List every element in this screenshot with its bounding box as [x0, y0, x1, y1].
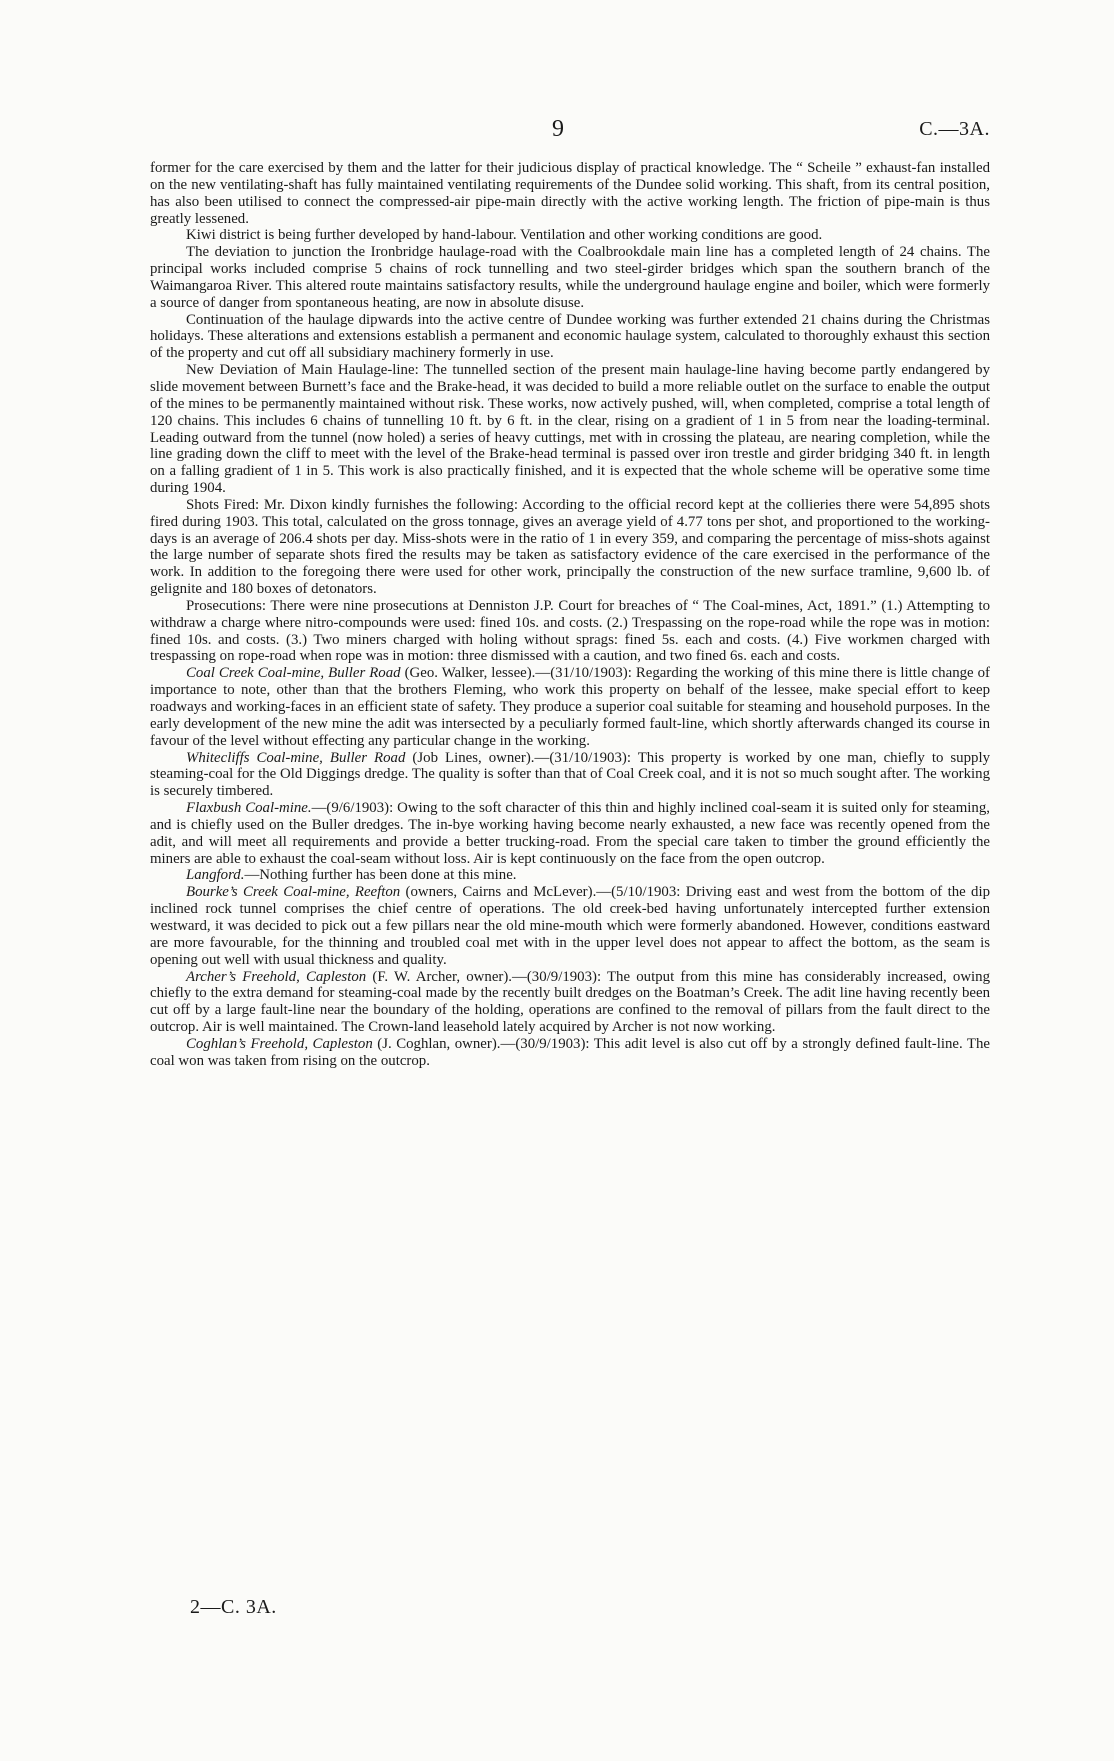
mine-entry	[150, 665, 990, 749]
mine-name: Bourke’s Creek Coal-mine, Reefton	[186, 884, 401, 901]
mine-text: (F. W. Archer, owner).—(30/9/1903): The output from this mine has considerably increased, owing chiefly to the extra demand for steaming-coal made by the recently built dredges on the Boatman’s Creek. The adit line having recently been cut off by a large fault-line near the boundary of the holding, operations are confined to the removal of pillars from the fault direct to the outcrop. Air is well maintained. The Crown-land leasehold lately acquired by Archer is not now working.	[150, 968, 991, 1036]
paragraph: Prosecutions: There were nine prosecutions at Denniston J.P. Court for breaches of “ The Coal-mines, Act, 1891.” (1.) Attempting to withdraw a charge where nitro-compounds were used: fined 10s. and costs. (2.) Trespassing on the rope-road while the rope was in motion: fined 10s. and costs. (3.) Two miners charged with holing without sprags: fined 5s. each and costs. (4.) Five workmen charged with trespassing on rope-road when rope was in motion: three dismissed with a caution, and two fined 6s. each and costs.	[150, 597, 990, 665]
mine-name: Archer’s Freehold, Capleston	[186, 968, 367, 985]
mine-entry	[150, 969, 990, 1036]
paragraph: Continuation of the haulage dipwards into the active centre of Dundee working was further extended 21 chains during the Christmas holidays. These alterations and extensions establish a permanent and economic haulage system, calculated to thoroughly exhaust this section of the property and cut off all subsidiary machinery formerly in use.	[150, 311, 990, 362]
page-number: 9	[552, 116, 564, 142]
paragraph: former for the care exercised by them and the latter for their judicious display of practical knowledge. The “ Scheile ” exhaust-fan installed on the new ventilating-shaft has fully maintained ventilating requirements of the Dundee solid working. This shaft, from its central position, has also been utilised to connect the compressed-air pipe-main directly with the active working length. The friction of pipe-main is thus greatly lessened.	[150, 160, 990, 227]
paragraph: The deviation to junction the Ironbridge haulage-road with the Coalbrookdale main line has a completed length of 24 chains. The principal works included comprise 5 chains of rock tunnelling and two steel-girder bridges which span the southern branch of the Waimangaroa River. This altered route maintains satisfactory results, while the underground haulage engine and boiler, which were formerly a source of danger from spontaneous heating, are now in absolute disuse.	[150, 244, 990, 311]
mine-text: (Job Lines, owner).—(31/10/1903): This property is worked by one man, chiefly to supply steaming-coal for the Old Diggings dredge. The quality is softer than that of Coal Creek coal, and it is not so much sought after. The working is securely timbered.	[150, 749, 990, 800]
mine-text: (Geo. Walker, lessee).—(31/10/1903): Regarding the working of this mine there is little change of importance to note, other than that the brothers Fleming, who work this property on behalf of the lessee, make special effort to keep roadways and working-faces in an efficient state of safety. They produce a superior coal suitable for steaming and household purposes. In the early development of the new mine the adit was intersected by a peculiarly formed fault-line, which shortly afterwards changed its course in favour of the level without effecting any particular change in the working.	[150, 665, 990, 749]
mine-entry	[150, 1036, 990, 1070]
paragraph: Kiwi district is being further developed by hand-labour. Ventilation and other working conditions are good.	[186, 227, 823, 244]
mine-text: —Nothing further has been done at this mine.	[244, 867, 517, 884]
mine-entry	[150, 867, 990, 884]
mine-name: Coal Creek Coal-mine, Buller Road	[186, 665, 401, 682]
mine-text: (owners, Cairns and McLever).—(5/10/1903: Driving east and west from the bottom of the dip inclined rock tunnel comprises the chief centre of operations. The old creek-bed having unfortunately intercepted further extension westward, it was decided to pick out a few pillars near the old mine-mouth which were formerly abandoned. However, conditions eastward are more favourable, for the thinning and troubled coal met with in the upper level does not appear to affect the bottom, as the seam is opening out well with usual thickness and quality.	[150, 884, 990, 968]
mine-name: Flaxbush Coal-mine.	[186, 800, 312, 817]
mine-name: Langford.	[186, 867, 245, 884]
mine-text: —(9/6/1903): Owing to the soft character of this thin and highly inclined coal-seam it is suited only for steaming, and is chiefly used on the Buller dredges. The in-bye working having become nearly exhausted, a new face was recently opened from the adit, and will meet all requirements and provide a better trucking-road. From the special care taken to timber the ground efficiently the miners are able to exhaust the coal-seam without loss. Air is kept continuously on the face from the open outcrop.	[150, 800, 990, 867]
document-code: C.—3A.	[919, 118, 990, 140]
mine-name: Whitecliffs Coal-mine, Buller Road	[186, 749, 406, 766]
mine-entry	[150, 750, 990, 801]
mine-entry	[150, 884, 990, 968]
page-header	[150, 104, 990, 144]
signature-mark: 2—C. 3A.	[190, 1596, 277, 1618]
document-body	[150, 160, 990, 1070]
mine-text: (J. Coghlan, owner).—(30/9/1903): This adit level is also cut off by a strongly defined fault-line. The coal won was taken from rising on the outcrop.	[150, 1035, 990, 1069]
mine-entry	[150, 800, 990, 867]
paragraph: New Deviation of Main Haulage-line: The tunnelled section of the present main haulage-line having become partly endangered by slide movement between Burnett’s face and the Brake-head, it was decided to build a more reliable outlet on the surface to enable the output of the mines to be permanently maintained without risk. These works, now actively pushed, will, when completed, comprise a total length of 120 chains. This includes 6 chains of tunnelling 10 ft. by 6 ft. in the clear, rising on a gradient of 1 in 5 from near the loading-terminal. Leading outward from the tunnel (now holed) a series of heavy cuttings, met with in crossing the plateau, are nearing completion, while the line grading down the cliff to meet with the level of the Brake-head terminal is passed over iron trestle and girder bridging 340 ft. in length on a falling gradient of 1 in 5. This work is also practically finished, and it is expected that the whole scheme will be operative some time during 1904.	[150, 362, 990, 497]
mine-name: Coghlan’s Freehold, Capleston	[186, 1035, 373, 1052]
paragraph: Shots Fired: Mr. Dixon kindly furnishes the following: According to the official record kept at the collieries there were 54,895 shots fired during 1903. This total, calculated on the gross tonnage, gives an average yield of 4.77 tons per shot, and proportioned to the working-days is an average of 206.4 shots per day. Miss-shots were in the ratio of 1 in every 359, and comparing the percentage of miss-shots against the large number of separate shots fired the results may be taken as satisfactory evidence of the care exercised in the performance of the work. In addition to the foregoing there were used for other work, principally the construction of the new surface tramline, 9,600 lb. of gelignite and 180 boxes of detonators.	[150, 496, 990, 598]
